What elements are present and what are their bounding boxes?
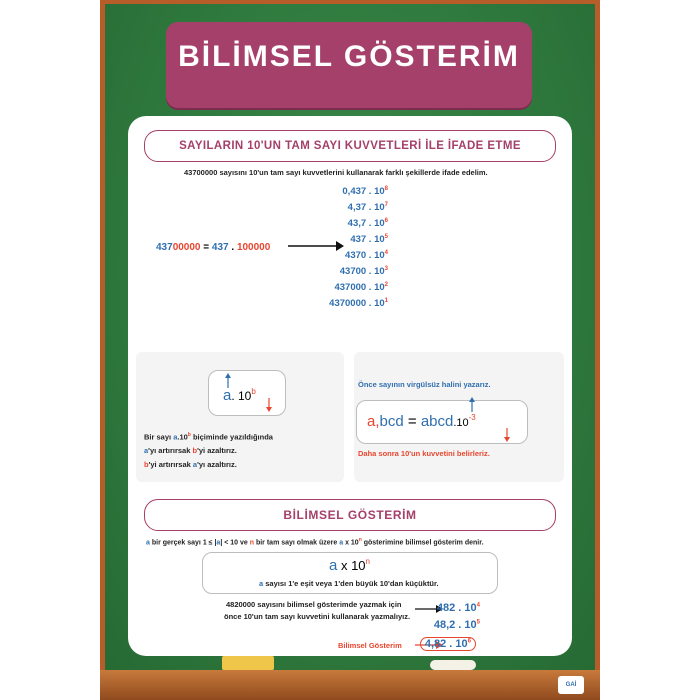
def-t1: bir gerçek sayı 1 ≤ | — [149, 539, 217, 547]
decomposition-equation — [156, 242, 270, 253]
power-row-exp: 5 — [384, 234, 388, 240]
result-row-final — [276, 638, 476, 650]
equals-sign: = — [203, 242, 210, 253]
sci-a: a — [329, 557, 338, 574]
left-text-line1 — [144, 432, 273, 442]
up-arrow-icon — [224, 373, 232, 389]
note-a: a — [259, 579, 264, 588]
power-row-base: 4,37 . 10 — [347, 202, 385, 214]
power-row-base: 437000 . 10 — [334, 282, 385, 294]
left-text-line3 — [144, 460, 237, 469]
section1-heading: SAYILARIN 10'UN TAM SAYI KUVVETLERİ İLE İFADE ETME — [144, 130, 556, 162]
power-row-base: 43700 . 10 — [339, 266, 385, 278]
abcd-formula — [367, 413, 476, 430]
result-exp: 4 — [476, 602, 480, 609]
down-arrow-icon-2 — [503, 427, 511, 443]
poster-frame — [100, 0, 600, 700]
l2-a: a — [144, 446, 149, 455]
title-banner — [166, 22, 532, 108]
l3-post: 'yı azaltırız. — [197, 460, 237, 469]
result-base: 482 . 10 — [436, 602, 477, 614]
abcd-formula-card — [356, 400, 528, 444]
chalkboard-ledge — [100, 670, 600, 700]
scientific-label: Bilimsel Gösterim — [338, 641, 402, 650]
l3-mid: 'yi artırırsak — [148, 460, 193, 469]
l1-b: b — [187, 432, 191, 438]
product-a: 437 — [211, 242, 229, 253]
logo-text: GAİ — [565, 682, 577, 688]
page-title: BİLİMSEL GÖSTERİM — [178, 40, 520, 73]
power-row-exp: 6 — [384, 218, 388, 224]
l2-post: 'yi azaltırız. — [197, 446, 237, 455]
power-row-base: 43,7 . 10 — [347, 218, 385, 230]
right-panel — [354, 352, 564, 482]
l1-post: biçiminde yazıldığında — [190, 432, 273, 442]
result-value — [420, 637, 476, 651]
power-row-base: 0,437 . 10 — [342, 186, 385, 198]
power-row — [188, 298, 388, 309]
number-blue-part: 437 — [156, 242, 173, 253]
power-row-exp: 3 — [384, 266, 388, 272]
chalk-piece-2 — [222, 656, 274, 670]
l2-b: b — [192, 446, 198, 455]
l1-mid: .10 — [177, 432, 188, 442]
abcd-equals: = — [403, 413, 421, 430]
down-arrow-icon — [265, 397, 273, 413]
section2-heading: BİLİMSEL GÖSTERİM — [144, 499, 556, 531]
scientific-formula — [329, 557, 370, 574]
power-row — [188, 218, 388, 229]
result-value — [434, 619, 480, 631]
result-base: 48,2 . 10 — [433, 619, 477, 631]
scientific-formula-card — [202, 552, 498, 594]
result-exp: 6 — [467, 638, 471, 645]
power-row-exp: 4 — [384, 250, 388, 256]
power-row-exp: 7 — [384, 202, 388, 208]
publisher-logo — [558, 676, 584, 694]
l3-a: a — [192, 460, 198, 469]
def-a: a — [146, 539, 150, 547]
l2-mid: 'yı artırırsak — [148, 446, 193, 455]
note-text: sayısı 1'e eşit veya 1'den büyük 10'dan küçüktür. — [263, 579, 439, 588]
power-row — [188, 266, 388, 277]
product-b: 100000 — [236, 242, 271, 253]
formula-note — [259, 579, 439, 588]
abcd-left-bcd: bcd — [379, 413, 404, 430]
example-line2: önce 10'un tam sayı kuvvetini kullanarak yazmalıyız. — [224, 612, 411, 621]
power-row-base: 437 . 10 — [350, 234, 385, 246]
formula-ten: . 10 — [231, 389, 252, 403]
left-text-line2 — [144, 446, 237, 455]
abcd-right: abcd — [420, 413, 454, 430]
abcd-left-a: a, — [367, 413, 380, 430]
result-row — [280, 602, 480, 614]
right-top-note: Önce sayının virgülsüz halini yazarız. — [358, 380, 491, 389]
power-row-base: 4370 . 10 — [345, 250, 385, 262]
l1-pre: Bir sayı — [144, 432, 174, 442]
content-card — [128, 116, 572, 656]
def-t3: bir tam sayı olmak üzere — [254, 539, 340, 547]
l3-b: b — [144, 460, 149, 469]
definition-text — [146, 537, 484, 546]
sci-n: n — [365, 557, 370, 566]
power-row-exp: 1 — [384, 298, 388, 304]
def-t5: gösterimine bilimsel gösterim denir. — [361, 539, 484, 547]
up-arrow-icon-2 — [468, 397, 476, 413]
abcd-ten: .10 — [453, 417, 469, 429]
right-arrow-icon — [286, 239, 346, 253]
right-bottom-note: Daha sonra 10'un kuvvetini belirleriz. — [358, 449, 490, 458]
section1-intro: 43700000 sayısını 10'un tam sayı kuvvetlerini kullanarak farklı şekillerde ifade edelim. — [184, 168, 488, 177]
def-a2: a — [216, 539, 221, 547]
power-row — [188, 202, 388, 213]
eraser-icon — [430, 660, 476, 670]
def-n2: n — [358, 537, 362, 543]
product-dot: . — [231, 242, 235, 253]
l1-a: a — [173, 432, 178, 442]
result-value — [437, 602, 480, 614]
power-row-exp: 8 — [384, 186, 388, 192]
def-t2: | < 10 ve — [220, 539, 250, 547]
power-row-base: 4370000 . 10 — [329, 298, 385, 310]
example-line1: 4820000 sayısını bilimsel gösterimde yazmak için — [226, 600, 402, 609]
left-panel — [136, 352, 344, 482]
def-t4: x 10 — [343, 539, 359, 547]
ab-formula-card — [208, 370, 286, 416]
result-base: 4,82 . 10 — [424, 638, 468, 650]
def-a3: a — [339, 539, 344, 547]
def-n: n — [249, 539, 255, 547]
abcd-exp: -3 — [468, 413, 476, 422]
ab-formula — [223, 387, 256, 404]
sci-x: x 10 — [337, 558, 366, 573]
formula-a: a — [223, 387, 232, 404]
power-row-exp: 2 — [384, 282, 388, 288]
formula-exp: b — [251, 387, 256, 396]
power-row — [188, 282, 388, 293]
result-exp: 5 — [476, 619, 480, 626]
result-row — [280, 619, 480, 631]
power-row — [188, 186, 388, 197]
number-red-part: 00000 — [172, 242, 201, 253]
